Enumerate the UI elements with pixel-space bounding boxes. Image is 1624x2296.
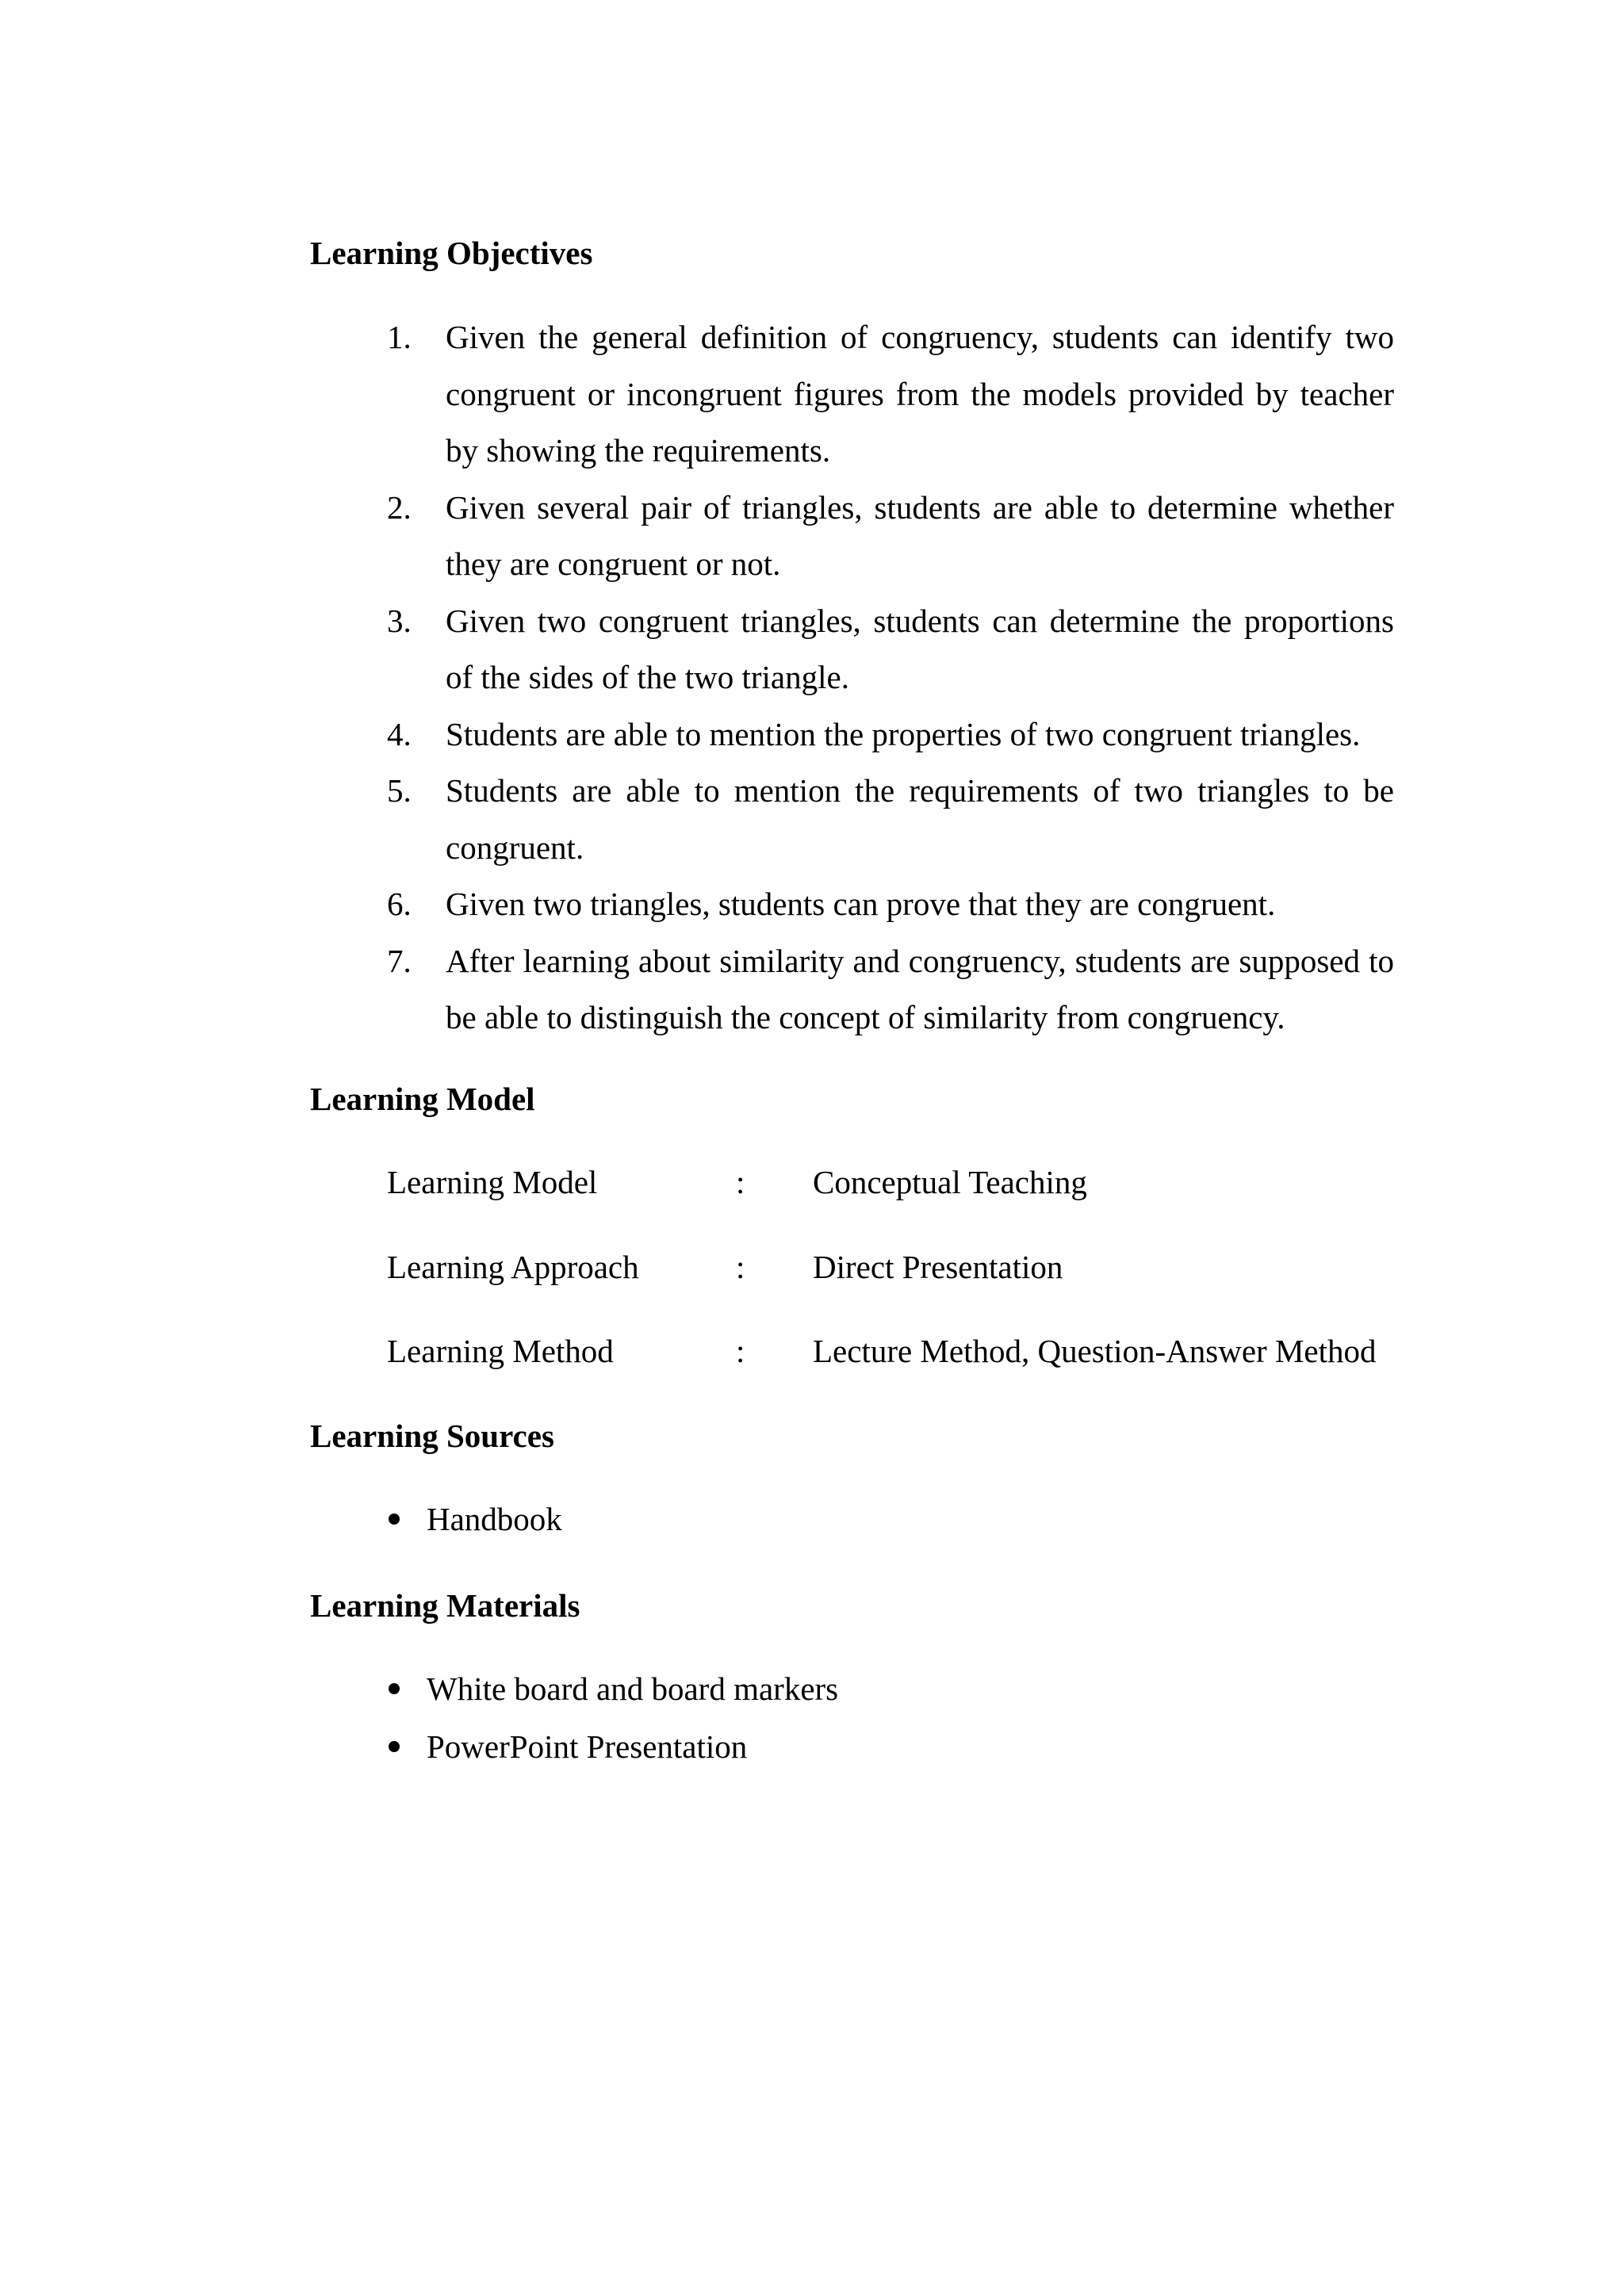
objective-text: Students are able to mention the properties of two congruent triangles. [446,715,1361,752]
model-row-value: Conceptual Teaching [813,1164,1087,1200]
objective-item-3 [387,593,1394,706]
model-row-label: Learning Approach [387,1249,639,1285]
sources-list [387,1490,562,1548]
objective-number: 7. [387,942,412,979]
model-row-value: Direct Presentation [813,1249,1063,1285]
bullet-icon [389,1513,400,1525]
objectives-heading: Learning Objectives [310,235,593,271]
objective-text: After learning about similarity and congruency, students are supposed to be able to distinguish the concept of similarity from congruency. [446,942,1394,1035]
objective-number: 6. [387,886,412,922]
model-row-label: Learning Method [387,1333,614,1369]
list-item-text: PowerPoint Presentation [427,1728,748,1765]
model-row-separator: : [736,1333,745,1369]
objective-number: 3. [387,602,412,639]
sources-heading: Learning Sources [310,1418,554,1454]
model-row-separator: : [736,1249,745,1285]
objective-text: Given several pair of triangles, students are able to determine whether they are congruent or not. [446,488,1394,582]
list-item [387,1718,838,1776]
list-item-text: White board and board markers [427,1670,839,1707]
objective-item-7 [387,933,1394,1047]
materials-heading: Learning Materials [310,1587,580,1624]
objective-text: Given two congruent triangles, students can determine the proportions of the sides of the two triangle. [446,602,1394,695]
model-heading: Learning Model [310,1081,535,1117]
objective-text: Students are able to mention the requirements of two triangles to be congruent. [446,772,1394,866]
model-row-separator: : [736,1164,745,1200]
objective-item-1 [387,309,1394,480]
objective-item-4 [387,706,1394,763]
objective-item-5 [387,763,1394,876]
list-item [387,1490,562,1548]
objective-item-6 [387,876,1394,933]
objective-text: Given the general definition of congruency, students can identify two congruent or incongruent figures from the models provided by teacher by showing the requirements. [446,319,1394,469]
objective-number: 2. [387,488,412,526]
bullet-icon [389,1741,400,1752]
objective-number: 5. [387,772,412,809]
objective-number: 4. [387,715,412,752]
list-item-text: Handbook [427,1501,562,1537]
model-row-label: Learning Model [387,1164,598,1200]
list-item [387,1660,838,1718]
objective-number: 1. [387,319,412,355]
objective-text: Given two triangles, students can prove that they are congruent. [446,886,1276,922]
materials-list [387,1660,838,1776]
model-row-value: Lecture Method, Question-Answer Method [813,1333,1377,1369]
bullet-icon [389,1683,400,1694]
objectives-list [387,309,1394,1047]
objective-item-2 [387,480,1394,593]
